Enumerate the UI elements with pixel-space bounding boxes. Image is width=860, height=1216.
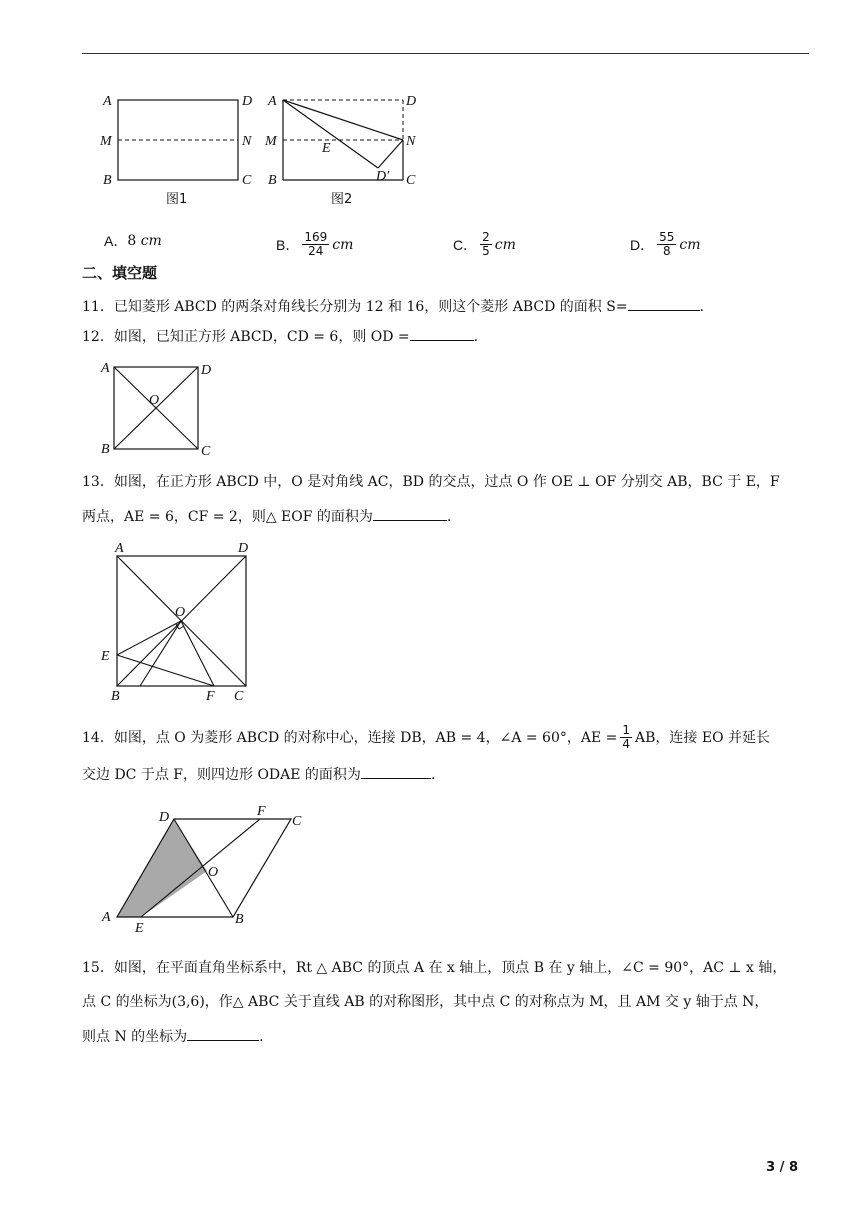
q13-label-A: A (115, 541, 124, 556)
fig2-label-E: E (322, 141, 331, 156)
q15-line-3: 则点 N 的坐标为 (82, 1029, 188, 1045)
option-a-unit: cm (140, 233, 162, 249)
q11-end: . (699, 299, 705, 315)
fig1-label-D: D (242, 94, 253, 109)
fig2-label-N: N (406, 134, 416, 149)
q14-end: . (430, 767, 436, 783)
option-a (104, 231, 162, 251)
q12-label-C: C (201, 444, 211, 459)
q15-line-1: 15．如图，在平面直角坐标系中，Rt △ ABC 的顶点 A 在 x 轴上，顶点 B 在 y 轴上，∠C = 90°，AC ⊥ x 轴， (82, 960, 787, 976)
option-c-fraction (480, 231, 492, 258)
fig2-line-AD2 (283, 100, 378, 168)
q13-line-2: 两点，AE = 6，CF = 2，则△ EOF 的面积为 (82, 509, 373, 525)
q15-end: . (259, 1029, 264, 1045)
option-c-denominator: 5 (482, 244, 490, 258)
fig2-line-D2N (378, 140, 403, 168)
q13-line-OB-extra (140, 621, 181, 686)
q14-fraction-denominator: 4 (622, 737, 631, 751)
q14-label-A: A (102, 910, 111, 925)
q13-label-C: C (234, 689, 244, 704)
option-b (276, 231, 353, 258)
option-b-denominator: 24 (308, 244, 324, 258)
fig2-line-AN (283, 100, 403, 140)
fig1-label-M: M (100, 134, 112, 149)
question-15-line-2 (82, 992, 768, 1012)
question-13-line-2 (82, 506, 451, 527)
fig1-label-C: C (242, 173, 252, 188)
q14-line-1-pre: 14．如图，点 O 为菱形 ABCD 的对称中心，连接 DB，AB = 4，∠A = 60°，AE = (82, 729, 618, 746)
option-b-unit: cm (332, 236, 354, 253)
q12-text: 12．如图，已知正方形 ABCD，CD = 6，则 OD = (82, 329, 410, 345)
option-d-numerator: 55 (659, 230, 675, 244)
option-a-label: A． (104, 233, 128, 249)
q14-label-D: D (159, 810, 170, 825)
option-b-label: B． (276, 236, 300, 253)
fig2-label-A: A (268, 94, 277, 109)
section-title: 二、填空题 (82, 264, 158, 282)
q14-label-C: C (292, 814, 302, 829)
q12-answer-blank (410, 326, 474, 341)
q15-answer-blank (187, 1026, 259, 1041)
q13-line-OF (181, 621, 214, 686)
q13-answer-blank (373, 506, 447, 521)
figure-1-and-2 (90, 88, 430, 208)
figure-q13 (100, 538, 260, 704)
q12-label-A: A (101, 361, 110, 376)
q13-label-O: O (175, 605, 186, 620)
option-c-unit: cm (494, 236, 516, 253)
q12-label-O: O (149, 393, 160, 408)
option-a-value: 8 (127, 233, 137, 249)
fig1-caption: 图1 (166, 192, 188, 207)
q14-fraction-numerator: 1 (622, 723, 631, 737)
q11-answer-blank (628, 296, 700, 311)
q12-end: . (473, 329, 479, 345)
question-14-line-2 (82, 764, 435, 785)
q13-label-D: D (238, 541, 249, 556)
q13-label-E: E (101, 649, 110, 664)
q12-label-D: D (201, 363, 212, 378)
fig2-label-D-prime: D′ (376, 169, 390, 184)
question-11 (82, 296, 704, 317)
q13-line-1: 13．如图，在正方形 ABCD 中，O 是对角线 AC，BD 的交点，过点 O 作 OE ⊥ OF 分别交 AB，BC 于 E，F (82, 474, 780, 490)
q14-answer-blank (361, 764, 431, 779)
page-number: 3 / 8 (766, 1160, 798, 1175)
option-d-unit: cm (679, 236, 701, 253)
fig1-label-N: N (242, 134, 252, 149)
fig2-label-D: D (406, 94, 417, 109)
q12-label-B: B (101, 442, 110, 457)
q13-line-OE (117, 621, 181, 655)
fig1-label-B: B (103, 173, 112, 188)
option-c-numerator: 2 (482, 230, 490, 244)
option-b-fraction (302, 231, 329, 258)
q14-fraction (620, 724, 632, 751)
q12-svg (100, 358, 230, 458)
q14-label-O: O (208, 865, 219, 880)
q14-line-1-post: AB，连接 EO 并延长 (635, 729, 771, 746)
q13-label-F: F (206, 689, 215, 704)
q13-end: . (446, 509, 452, 525)
fig2-label-M: M (265, 134, 277, 149)
fig2-label-C: C (406, 173, 416, 188)
q14-shaded-region (117, 819, 207, 917)
option-c (453, 231, 516, 258)
fig2-caption: 图2 (331, 192, 353, 207)
q15-line-2: 点 C 的坐标为(3,6)，作△ ABC 关于直线 AB 的对称图形，其中点 C 的对称点为 M，且 AM 交 y 轴于点 N， (82, 994, 769, 1010)
question-15-line-1 (82, 958, 786, 978)
q13-line-EF (117, 655, 214, 686)
question-14-line-1 (82, 724, 770, 751)
figure-q14 (98, 800, 318, 940)
option-d (630, 231, 701, 258)
q14-label-B: B (235, 912, 244, 927)
question-12 (82, 326, 478, 347)
fig1-label-A: A (103, 94, 112, 109)
question-15-line-3 (82, 1026, 264, 1047)
q14-label-F: F (257, 804, 266, 819)
question-13-line-1 (82, 472, 780, 492)
header-rule (82, 53, 809, 54)
q14-line-2: 交边 DC 于点 F，则四边形 ODAE 的面积为 (82, 767, 361, 783)
fig2-label-B: B (268, 173, 277, 188)
q11-text: 11．已知菱形 ABCD 的两条对角线长分别为 12 和 16，则这个菱形 ABCD 的面积 S= (82, 299, 628, 315)
q14-svg (98, 800, 318, 940)
q13-svg (100, 538, 260, 704)
option-b-numerator: 169 (304, 230, 328, 244)
figures-svg (90, 88, 430, 208)
q14-label-E: E (135, 921, 144, 936)
figure-q12 (100, 358, 230, 458)
option-d-label: D． (630, 236, 655, 253)
option-d-denominator: 8 (662, 244, 671, 258)
option-d-fraction (657, 231, 676, 258)
option-c-label: C． (453, 236, 478, 253)
q13-label-B: B (111, 689, 120, 704)
